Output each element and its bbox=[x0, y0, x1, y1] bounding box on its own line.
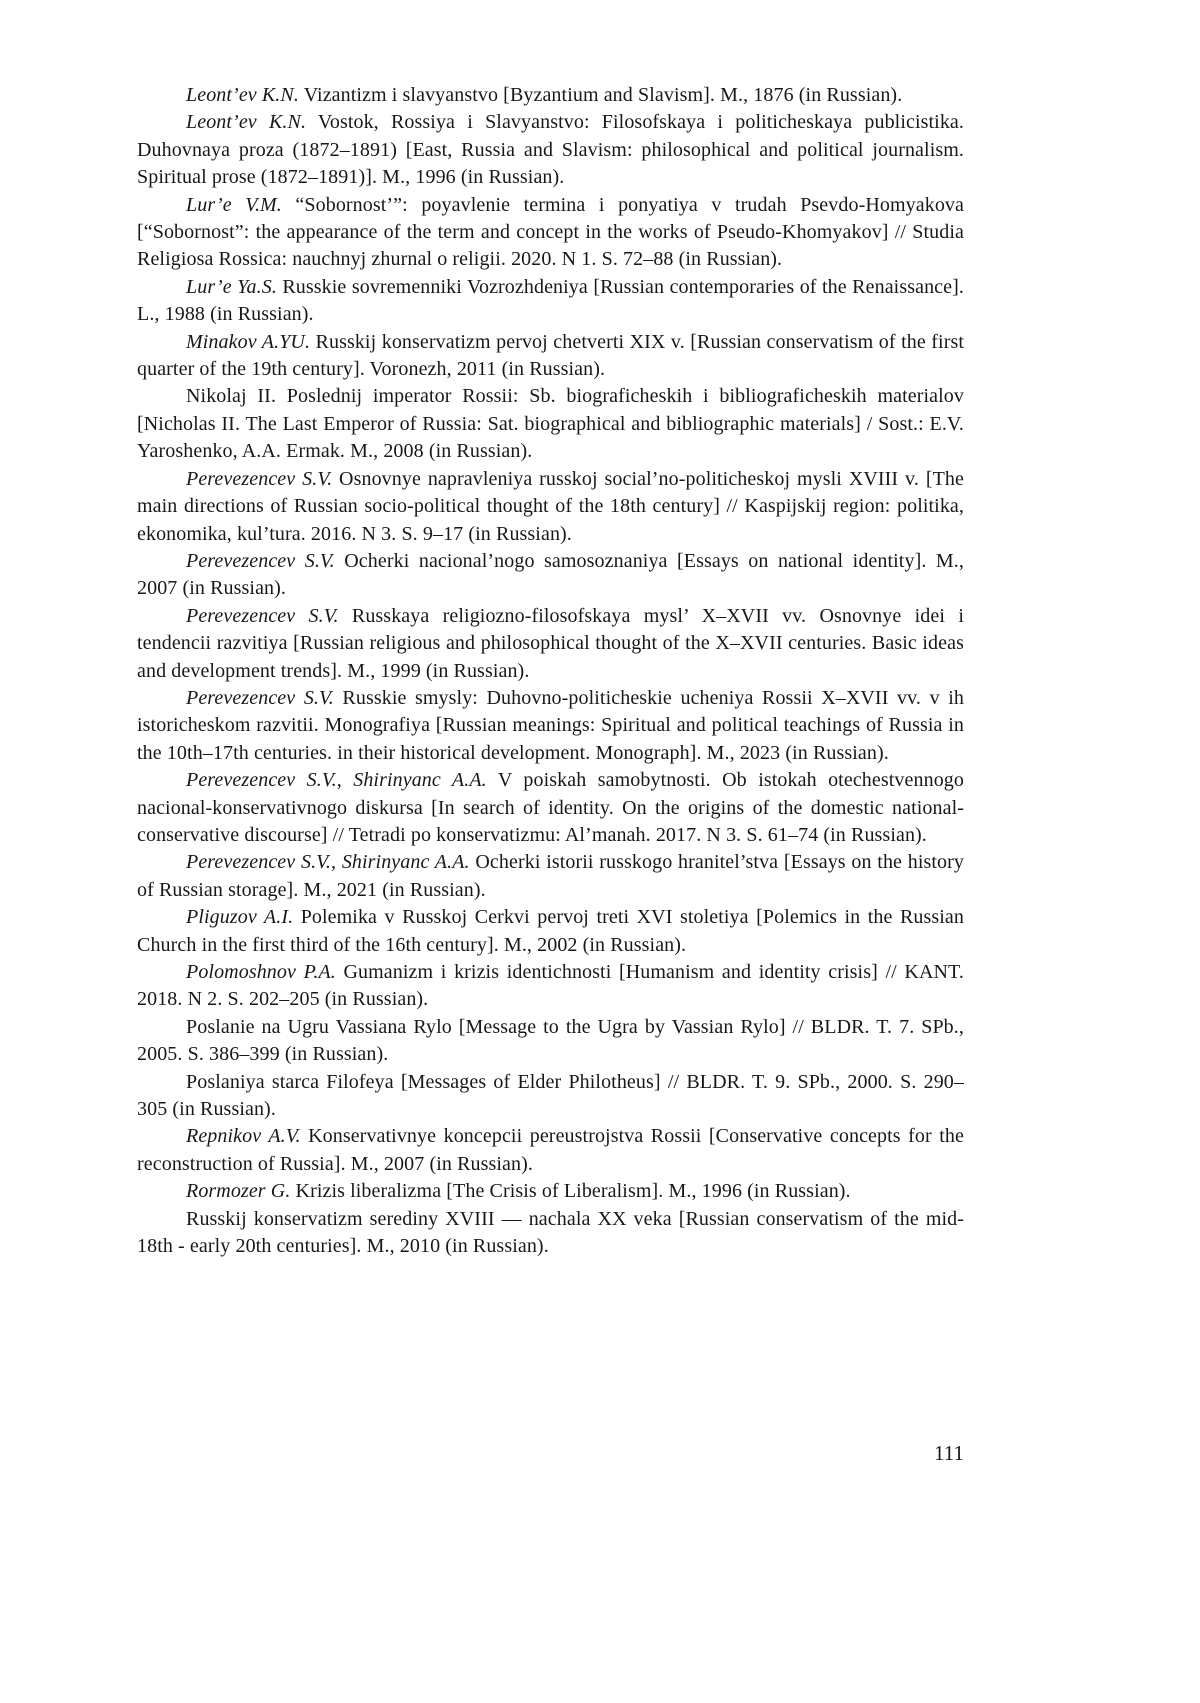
reference-text: Poslaniya starca Filofeya [Messages of Elder Philotheus] // BLDR. T. 9. SPb., 2000. S. 290–305 (in Russian). bbox=[137, 1070, 964, 1121]
reference-text: Krizis liberalizma [The Crisis of Liberalism]. M., 1996 (in Russian). bbox=[290, 1180, 851, 1203]
page-number: 111 bbox=[934, 1441, 964, 1465]
reference-text: Ocherki nacional’nogo samosoznaniya [Essays on national identity]. M., 2007 (in Russian). bbox=[137, 549, 964, 600]
reference-author: Perevezencev S.V., Shirinyanc A.A. bbox=[186, 769, 487, 792]
reference-author: Perevezencev S.V., Shirinyanc A.A. bbox=[186, 851, 470, 874]
reference-item bbox=[137, 1014, 964, 1069]
reference-author: Pliguzov A.I. bbox=[186, 906, 294, 929]
reference-item bbox=[137, 82, 964, 109]
reference-item bbox=[137, 849, 964, 904]
reference-item bbox=[137, 109, 964, 191]
reference-text: Vizantizm i slavyanstvo [Byzantium and Slavism]. M., 1876 (in Russian). bbox=[298, 84, 903, 106]
reference-item bbox=[137, 1069, 964, 1124]
reference-text: Russkij konservatizm serediny XVIII — nachala XX veka [Russian conservatism of the mid-18th - early 20th centuries]. M., 2010 (in Russian). bbox=[137, 1207, 964, 1258]
reference-text: Nikolaj II. Poslednij imperator Rossii: Sb. biograficheskih i bibliograficheskih materialov [Nicholas II. The Last Emperor of Russia: Sat. biographical and bibliographic materials] / Sost.: E.V. Yaroshenko, A.A. Ermak. M., 2008 (in Russian). bbox=[137, 385, 964, 463]
reference-author: Leont’ev K.N. bbox=[186, 84, 299, 106]
reference-text: Russkie smysly: Duhovno-politicheskie ucheniya Rossii X–XVII vv. v ih istoricheskom razvitii. Monografiya [Russian meanings: Spiritual and political teachings of Russia in the 10th–17th centuries. in their historical development. Monograph]. M., 2023 (in Russian). bbox=[137, 686, 964, 764]
reference-text: Russkie sovremenniki Vozrozhdeniya [Russian contemporaries of the Renaissance]. L., 1988 (in Russian). bbox=[137, 275, 964, 326]
reference-item bbox=[137, 904, 964, 959]
reference-text: Konservativnye koncepcii pereustrojstva Rossii [Conservative concepts for the reconstruction of Russia]. M., 2007 (in Russian). bbox=[137, 1125, 964, 1175]
reference-text: Ocherki istorii russkogo hranitel’stva [Essays on the history of Russian storage]. M., 2021 (in Russian). bbox=[137, 851, 964, 901]
reference-author: Perevezencev S.V. bbox=[186, 686, 334, 709]
reference-text: Russkaya religiozno-filosofskaya mysl’ X–XVII vv. Osnovnye idei i tendencii razvitiya [Russian religious and philosophical thought of the X–XVII centuries. Basic ideas and development trends]. M., 1999 (in Russian). bbox=[137, 604, 964, 682]
reference-author: Repnikov A.V. bbox=[186, 1125, 301, 1148]
reference-item bbox=[137, 383, 964, 465]
reference-item bbox=[137, 1178, 964, 1205]
reference-item bbox=[137, 685, 964, 767]
reference-item bbox=[137, 1123, 964, 1178]
reference-author: Rormozer G. bbox=[186, 1180, 291, 1203]
reference-item bbox=[137, 1206, 964, 1261]
reference-item bbox=[137, 466, 964, 548]
reference-item bbox=[137, 603, 964, 685]
reference-text: Vostok, Rossiya i Slavyanstvo: Filosofskaya i politicheskaya publicistika. Duhovnaya proza (1872–1891) [East, Russia and Slavism: philosophical and political journalism. Spiritual prose (1872–1891)]. M., 1996 (in Russian). bbox=[137, 111, 964, 189]
reference-author: Lur’e V.M. bbox=[186, 193, 282, 216]
reference-author: Perevezencev S.V. bbox=[186, 549, 335, 572]
reference-text: V poiskah samobytnosti. Ob istokah otechestvennogo nacional-konservativnogo diskursa [In search of identity. On the origins of the domestic national-conservative discourse] // Tetradi po konservatizmu: Al’manah. 2017. N 3. S. 61–74 (in Russian). bbox=[137, 769, 964, 846]
reference-text: Gumanizm i krizis identichnosti [Humanism and identity crisis] // KANT. 2018. N 2. S. 202–205 (in Russian). bbox=[137, 961, 964, 1011]
reference-item bbox=[137, 274, 964, 329]
reference-item bbox=[137, 329, 964, 384]
reference-text: Poslanie na Ugru Vassiana Rylo [Message to the Ugra by Vassian Rylo] // BLDR. T. 7. SPb., 2005. S. 386–399 (in Russian). bbox=[137, 1015, 964, 1066]
reference-item bbox=[137, 767, 964, 849]
references-list bbox=[137, 82, 964, 1260]
reference-author: Perevezencev S.V. bbox=[186, 467, 333, 490]
reference-author: Lur’e Ya.S. bbox=[186, 275, 277, 298]
reference-item bbox=[137, 192, 964, 274]
reference-text: Polemika v Russkoj Cerkvi pervoj treti XVI stoletiya [Polemics in the Russian Church in the first third of the 16th century]. M., 2002 (in Russian). bbox=[137, 906, 964, 956]
reference-text: Osnovnye napravleniya russkoj social’no-politicheskoj mysli XVIII v. [The main directions of Russian socio-political thought of the 18th century] // Kaspijskij region: politika, ekonomika, kul’tura. 2016. N 3. S. 9–17 (in Russian). bbox=[137, 467, 964, 545]
reference-author: Perevezencev S.V. bbox=[186, 604, 339, 627]
reference-author: Minakov A.YU. bbox=[186, 330, 311, 353]
reference-text: Russkij konservatizm pervoj chetverti XIX v. [Russian conservatism of the first quarter of the 19th century]. Voronezh, 2011 (in Russian). bbox=[137, 330, 964, 381]
reference-author: Leont’ev K.N. bbox=[186, 111, 307, 134]
reference-text: “Sobornost’”: poyavlenie termina i ponyatiya v trudah Psevdo-Homyakova [“Sobornost”: the appearance of the term and concept in the works of Pseudo-Khomyakov] // Studia Religiosa Rossica: nauchnyj zhurnal o religii. 2020. N 1. S. 72–88 (in Russian). bbox=[137, 193, 964, 271]
reference-item bbox=[137, 548, 964, 603]
reference-item bbox=[137, 959, 964, 1014]
reference-author: Polomoshnov P.A. bbox=[186, 961, 336, 983]
